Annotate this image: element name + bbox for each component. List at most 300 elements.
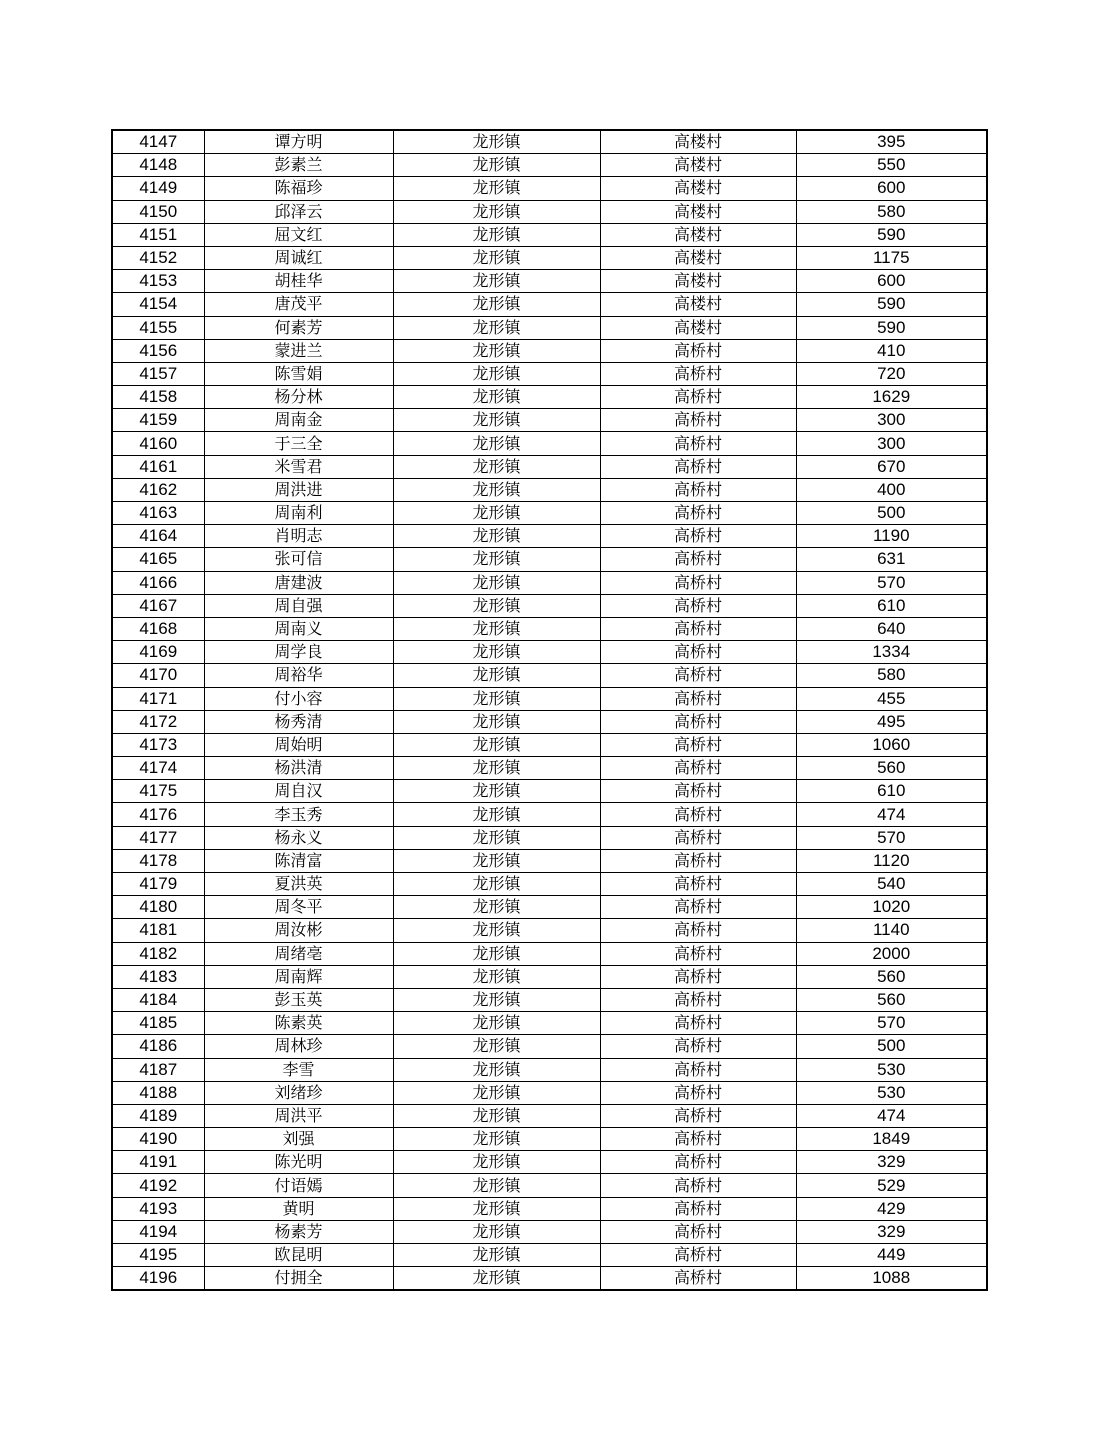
name-cell: 付拥全 xyxy=(204,1267,393,1291)
town-cell: 龙形镇 xyxy=(393,200,600,223)
amount-cell: 1140 xyxy=(796,919,987,942)
village-cell: 高桥村 xyxy=(600,1104,796,1127)
amount-cell: 300 xyxy=(796,432,987,455)
village-cell: 高桥村 xyxy=(600,780,796,803)
row-number-cell: 4153 xyxy=(112,270,204,293)
town-cell: 龙形镇 xyxy=(393,571,600,594)
amount-cell: 631 xyxy=(796,548,987,571)
name-cell: 周学良 xyxy=(204,641,393,664)
town-cell: 龙形镇 xyxy=(393,455,600,478)
row-number-cell: 4192 xyxy=(112,1174,204,1197)
town-cell: 龙形镇 xyxy=(393,733,600,756)
village-cell: 高桥村 xyxy=(600,1012,796,1035)
village-cell: 高楼村 xyxy=(600,130,796,154)
row-number-cell: 4168 xyxy=(112,617,204,640)
village-cell: 高桥村 xyxy=(600,826,796,849)
village-cell: 高桥村 xyxy=(600,710,796,733)
row-number-cell: 4187 xyxy=(112,1058,204,1081)
name-cell: 彭玉英 xyxy=(204,988,393,1011)
table-row xyxy=(112,154,987,177)
row-number-cell: 4176 xyxy=(112,803,204,826)
row-number-cell: 4195 xyxy=(112,1244,204,1267)
name-cell: 李玉秀 xyxy=(204,803,393,826)
name-cell: 邱泽云 xyxy=(204,200,393,223)
row-number-cell: 4186 xyxy=(112,1035,204,1058)
name-cell: 周南辉 xyxy=(204,965,393,988)
table-row xyxy=(112,965,987,988)
village-cell: 高桥村 xyxy=(600,919,796,942)
table-row xyxy=(112,130,987,154)
table-row xyxy=(112,780,987,803)
table-row xyxy=(112,246,987,269)
name-cell: 陈素英 xyxy=(204,1012,393,1035)
town-cell: 龙形镇 xyxy=(393,1081,600,1104)
amount-cell: 474 xyxy=(796,1104,987,1127)
table-row xyxy=(112,177,987,200)
table-row xyxy=(112,594,987,617)
amount-cell: 570 xyxy=(796,571,987,594)
town-cell: 龙形镇 xyxy=(393,664,600,687)
town-cell: 龙形镇 xyxy=(393,1058,600,1081)
village-cell: 高桥村 xyxy=(600,1267,796,1291)
town-cell: 龙形镇 xyxy=(393,548,600,571)
town-cell: 龙形镇 xyxy=(393,1104,600,1127)
row-number-cell: 4166 xyxy=(112,571,204,594)
village-cell: 高桥村 xyxy=(600,1035,796,1058)
table-row xyxy=(112,617,987,640)
amount-cell: 590 xyxy=(796,223,987,246)
row-number-cell: 4183 xyxy=(112,965,204,988)
name-cell: 陈清富 xyxy=(204,849,393,872)
amount-cell: 560 xyxy=(796,965,987,988)
table-row xyxy=(112,223,987,246)
town-cell: 龙形镇 xyxy=(393,780,600,803)
village-cell: 高桥村 xyxy=(600,455,796,478)
name-cell: 李雪 xyxy=(204,1058,393,1081)
row-number-cell: 4196 xyxy=(112,1267,204,1291)
row-number-cell: 4185 xyxy=(112,1012,204,1035)
row-number-cell: 4177 xyxy=(112,826,204,849)
data-table xyxy=(111,129,988,1291)
town-cell: 龙形镇 xyxy=(393,177,600,200)
table-row xyxy=(112,1081,987,1104)
town-cell: 龙形镇 xyxy=(393,803,600,826)
table-row xyxy=(112,1012,987,1035)
row-number-cell: 4193 xyxy=(112,1197,204,1220)
row-number-cell: 4173 xyxy=(112,733,204,756)
row-number-cell: 4159 xyxy=(112,409,204,432)
table-row xyxy=(112,1151,987,1174)
amount-cell: 570 xyxy=(796,826,987,849)
amount-cell: 495 xyxy=(796,710,987,733)
village-cell: 高桥村 xyxy=(600,1197,796,1220)
town-cell: 龙形镇 xyxy=(393,1012,600,1035)
amount-cell: 1629 xyxy=(796,386,987,409)
name-cell: 米雪君 xyxy=(204,455,393,478)
village-cell: 高桥村 xyxy=(600,617,796,640)
table-row xyxy=(112,942,987,965)
table-row xyxy=(112,409,987,432)
town-cell: 龙形镇 xyxy=(393,502,600,525)
town-cell: 龙形镇 xyxy=(393,362,600,385)
village-cell: 高楼村 xyxy=(600,154,796,177)
table-row xyxy=(112,1035,987,1058)
row-number-cell: 4170 xyxy=(112,664,204,687)
table-row xyxy=(112,1244,987,1267)
table-row xyxy=(112,548,987,571)
name-cell: 胡桂华 xyxy=(204,270,393,293)
village-cell: 高桥村 xyxy=(600,988,796,1011)
village-cell: 高桥村 xyxy=(600,1058,796,1081)
village-cell: 高楼村 xyxy=(600,246,796,269)
town-cell: 龙形镇 xyxy=(393,617,600,640)
village-cell: 高桥村 xyxy=(600,1081,796,1104)
town-cell: 龙形镇 xyxy=(393,386,600,409)
row-number-cell: 4148 xyxy=(112,154,204,177)
amount-cell: 329 xyxy=(796,1151,987,1174)
amount-cell: 1334 xyxy=(796,641,987,664)
row-number-cell: 4164 xyxy=(112,525,204,548)
table-body xyxy=(112,130,987,1290)
row-number-cell: 4152 xyxy=(112,246,204,269)
town-cell: 龙形镇 xyxy=(393,849,600,872)
name-cell: 唐茂平 xyxy=(204,293,393,316)
amount-cell: 500 xyxy=(796,1035,987,1058)
village-cell: 高桥村 xyxy=(600,525,796,548)
row-number-cell: 4163 xyxy=(112,502,204,525)
town-cell: 龙形镇 xyxy=(393,293,600,316)
town-cell: 龙形镇 xyxy=(393,873,600,896)
name-cell: 欧昆明 xyxy=(204,1244,393,1267)
town-cell: 龙形镇 xyxy=(393,594,600,617)
row-number-cell: 4161 xyxy=(112,455,204,478)
town-cell: 龙形镇 xyxy=(393,641,600,664)
town-cell: 龙形镇 xyxy=(393,687,600,710)
amount-cell: 560 xyxy=(796,988,987,1011)
town-cell: 龙形镇 xyxy=(393,942,600,965)
village-cell: 高桥村 xyxy=(600,641,796,664)
row-number-cell: 4180 xyxy=(112,896,204,919)
name-cell: 杨素芳 xyxy=(204,1220,393,1243)
table-row xyxy=(112,710,987,733)
table-row xyxy=(112,339,987,362)
town-cell: 龙形镇 xyxy=(393,1267,600,1291)
table-row xyxy=(112,1104,987,1127)
row-number-cell: 4190 xyxy=(112,1128,204,1151)
town-cell: 龙形镇 xyxy=(393,710,600,733)
town-cell: 龙形镇 xyxy=(393,757,600,780)
table-row xyxy=(112,664,987,687)
amount-cell: 720 xyxy=(796,362,987,385)
village-cell: 高桥村 xyxy=(600,1128,796,1151)
table-row xyxy=(112,1220,987,1243)
amount-cell: 540 xyxy=(796,873,987,896)
row-number-cell: 4150 xyxy=(112,200,204,223)
name-cell: 谭方明 xyxy=(204,130,393,154)
town-cell: 龙形镇 xyxy=(393,432,600,455)
row-number-cell: 4149 xyxy=(112,177,204,200)
village-cell: 高桥村 xyxy=(600,339,796,362)
table-row xyxy=(112,988,987,1011)
amount-cell: 530 xyxy=(796,1081,987,1104)
row-number-cell: 4155 xyxy=(112,316,204,339)
amount-cell: 329 xyxy=(796,1220,987,1243)
village-cell: 高桥村 xyxy=(600,1174,796,1197)
table-row xyxy=(112,200,987,223)
amount-cell: 580 xyxy=(796,200,987,223)
village-cell: 高楼村 xyxy=(600,293,796,316)
name-cell: 陈福珍 xyxy=(204,177,393,200)
name-cell: 周裕华 xyxy=(204,664,393,687)
row-number-cell: 4174 xyxy=(112,757,204,780)
row-number-cell: 4182 xyxy=(112,942,204,965)
table-row xyxy=(112,641,987,664)
row-number-cell: 4167 xyxy=(112,594,204,617)
table-row xyxy=(112,432,987,455)
town-cell: 龙形镇 xyxy=(393,988,600,1011)
amount-cell: 1088 xyxy=(796,1267,987,1291)
row-number-cell: 4178 xyxy=(112,849,204,872)
amount-cell: 610 xyxy=(796,594,987,617)
name-cell: 周冬平 xyxy=(204,896,393,919)
row-number-cell: 4154 xyxy=(112,293,204,316)
table-row xyxy=(112,478,987,501)
village-cell: 高桥村 xyxy=(600,502,796,525)
town-cell: 龙形镇 xyxy=(393,826,600,849)
village-cell: 高桥村 xyxy=(600,896,796,919)
amount-cell: 1060 xyxy=(796,733,987,756)
name-cell: 周南义 xyxy=(204,617,393,640)
row-number-cell: 4162 xyxy=(112,478,204,501)
name-cell: 杨秀清 xyxy=(204,710,393,733)
amount-cell: 1849 xyxy=(796,1128,987,1151)
village-cell: 高楼村 xyxy=(600,316,796,339)
village-cell: 高桥村 xyxy=(600,432,796,455)
name-cell: 夏洪英 xyxy=(204,873,393,896)
name-cell: 周诚红 xyxy=(204,246,393,269)
table-row xyxy=(112,316,987,339)
name-cell: 周自强 xyxy=(204,594,393,617)
village-cell: 高桥村 xyxy=(600,687,796,710)
village-cell: 高桥村 xyxy=(600,664,796,687)
name-cell: 周洪平 xyxy=(204,1104,393,1127)
table-row xyxy=(112,919,987,942)
amount-cell: 600 xyxy=(796,270,987,293)
row-number-cell: 4181 xyxy=(112,919,204,942)
name-cell: 周林珍 xyxy=(204,1035,393,1058)
row-number-cell: 4194 xyxy=(112,1220,204,1243)
amount-cell: 395 xyxy=(796,130,987,154)
name-cell: 付语嫣 xyxy=(204,1174,393,1197)
name-cell: 彭素兰 xyxy=(204,154,393,177)
village-cell: 高桥村 xyxy=(600,571,796,594)
row-number-cell: 4188 xyxy=(112,1081,204,1104)
town-cell: 龙形镇 xyxy=(393,130,600,154)
town-cell: 龙形镇 xyxy=(393,1128,600,1151)
village-cell: 高桥村 xyxy=(600,409,796,432)
table-row xyxy=(112,270,987,293)
amount-cell: 1120 xyxy=(796,849,987,872)
table-row xyxy=(112,502,987,525)
town-cell: 龙形镇 xyxy=(393,896,600,919)
village-cell: 高楼村 xyxy=(600,270,796,293)
town-cell: 龙形镇 xyxy=(393,965,600,988)
table-row xyxy=(112,386,987,409)
table-row xyxy=(112,1128,987,1151)
row-number-cell: 4151 xyxy=(112,223,204,246)
name-cell: 周自汉 xyxy=(204,780,393,803)
amount-cell: 590 xyxy=(796,316,987,339)
amount-cell: 610 xyxy=(796,780,987,803)
town-cell: 龙形镇 xyxy=(393,525,600,548)
town-cell: 龙形镇 xyxy=(393,339,600,362)
amount-cell: 530 xyxy=(796,1058,987,1081)
village-cell: 高桥村 xyxy=(600,1244,796,1267)
name-cell: 张可信 xyxy=(204,548,393,571)
table-row xyxy=(112,455,987,478)
name-cell: 于三全 xyxy=(204,432,393,455)
table-row xyxy=(112,1058,987,1081)
village-cell: 高桥村 xyxy=(600,1151,796,1174)
village-cell: 高桥村 xyxy=(600,757,796,780)
row-number-cell: 4160 xyxy=(112,432,204,455)
village-cell: 高桥村 xyxy=(600,478,796,501)
row-number-cell: 4158 xyxy=(112,386,204,409)
town-cell: 龙形镇 xyxy=(393,1197,600,1220)
row-number-cell: 4157 xyxy=(112,362,204,385)
name-cell: 何素芳 xyxy=(204,316,393,339)
name-cell: 陈光明 xyxy=(204,1151,393,1174)
row-number-cell: 4169 xyxy=(112,641,204,664)
row-number-cell: 4165 xyxy=(112,548,204,571)
town-cell: 龙形镇 xyxy=(393,1220,600,1243)
table-row xyxy=(112,826,987,849)
name-cell: 陈雪娟 xyxy=(204,362,393,385)
amount-cell: 449 xyxy=(796,1244,987,1267)
amount-cell: 429 xyxy=(796,1197,987,1220)
amount-cell: 1175 xyxy=(796,246,987,269)
table-row xyxy=(112,803,987,826)
village-cell: 高桥村 xyxy=(600,594,796,617)
amount-cell: 1190 xyxy=(796,525,987,548)
name-cell: 杨分林 xyxy=(204,386,393,409)
village-cell: 高楼村 xyxy=(600,223,796,246)
village-cell: 高楼村 xyxy=(600,177,796,200)
table-row xyxy=(112,525,987,548)
name-cell: 杨永义 xyxy=(204,826,393,849)
town-cell: 龙形镇 xyxy=(393,154,600,177)
row-number-cell: 4184 xyxy=(112,988,204,1011)
town-cell: 龙形镇 xyxy=(393,409,600,432)
village-cell: 高桥村 xyxy=(600,873,796,896)
row-number-cell: 4156 xyxy=(112,339,204,362)
amount-cell: 474 xyxy=(796,803,987,826)
name-cell: 周绪亳 xyxy=(204,942,393,965)
row-number-cell: 4147 xyxy=(112,130,204,154)
table-row xyxy=(112,873,987,896)
village-cell: 高桥村 xyxy=(600,386,796,409)
table-row xyxy=(112,687,987,710)
amount-cell: 640 xyxy=(796,617,987,640)
row-number-cell: 4189 xyxy=(112,1104,204,1127)
table-row xyxy=(112,1174,987,1197)
amount-cell: 550 xyxy=(796,154,987,177)
name-cell: 黄明 xyxy=(204,1197,393,1220)
amount-cell: 580 xyxy=(796,664,987,687)
row-number-cell: 4175 xyxy=(112,780,204,803)
amount-cell: 500 xyxy=(796,502,987,525)
amount-cell: 410 xyxy=(796,339,987,362)
amount-cell: 300 xyxy=(796,409,987,432)
amount-cell: 400 xyxy=(796,478,987,501)
village-cell: 高楼村 xyxy=(600,200,796,223)
name-cell: 肖明志 xyxy=(204,525,393,548)
town-cell: 龙形镇 xyxy=(393,316,600,339)
town-cell: 龙形镇 xyxy=(393,1174,600,1197)
amount-cell: 590 xyxy=(796,293,987,316)
amount-cell: 455 xyxy=(796,687,987,710)
village-cell: 高桥村 xyxy=(600,548,796,571)
amount-cell: 600 xyxy=(796,177,987,200)
name-cell: 周南金 xyxy=(204,409,393,432)
name-cell: 周洪进 xyxy=(204,478,393,501)
village-cell: 高桥村 xyxy=(600,733,796,756)
name-cell: 杨洪清 xyxy=(204,757,393,780)
name-cell: 屈文红 xyxy=(204,223,393,246)
town-cell: 龙形镇 xyxy=(393,270,600,293)
table-row xyxy=(112,757,987,780)
amount-cell: 2000 xyxy=(796,942,987,965)
name-cell: 蒙进兰 xyxy=(204,339,393,362)
table-row xyxy=(112,896,987,919)
amount-cell: 560 xyxy=(796,757,987,780)
name-cell: 唐建波 xyxy=(204,571,393,594)
row-number-cell: 4179 xyxy=(112,873,204,896)
table-row xyxy=(112,849,987,872)
amount-cell: 1020 xyxy=(796,896,987,919)
row-number-cell: 4171 xyxy=(112,687,204,710)
name-cell: 刘强 xyxy=(204,1128,393,1151)
town-cell: 龙形镇 xyxy=(393,919,600,942)
town-cell: 龙形镇 xyxy=(393,478,600,501)
town-cell: 龙形镇 xyxy=(393,1151,600,1174)
village-cell: 高桥村 xyxy=(600,942,796,965)
name-cell: 刘绪珍 xyxy=(204,1081,393,1104)
town-cell: 龙形镇 xyxy=(393,1035,600,1058)
town-cell: 龙形镇 xyxy=(393,223,600,246)
amount-cell: 570 xyxy=(796,1012,987,1035)
name-cell: 付小容 xyxy=(204,687,393,710)
table-row xyxy=(112,293,987,316)
town-cell: 龙形镇 xyxy=(393,1244,600,1267)
row-number-cell: 4191 xyxy=(112,1151,204,1174)
table-row xyxy=(112,362,987,385)
name-cell: 周汝彬 xyxy=(204,919,393,942)
town-cell: 龙形镇 xyxy=(393,246,600,269)
table-row xyxy=(112,733,987,756)
village-cell: 高桥村 xyxy=(600,803,796,826)
amount-cell: 529 xyxy=(796,1174,987,1197)
amount-cell: 670 xyxy=(796,455,987,478)
name-cell: 周始明 xyxy=(204,733,393,756)
table-row xyxy=(112,571,987,594)
name-cell: 周南利 xyxy=(204,502,393,525)
village-cell: 高桥村 xyxy=(600,362,796,385)
table-row xyxy=(112,1197,987,1220)
village-cell: 高桥村 xyxy=(600,849,796,872)
table-row xyxy=(112,1267,987,1291)
row-number-cell: 4172 xyxy=(112,710,204,733)
